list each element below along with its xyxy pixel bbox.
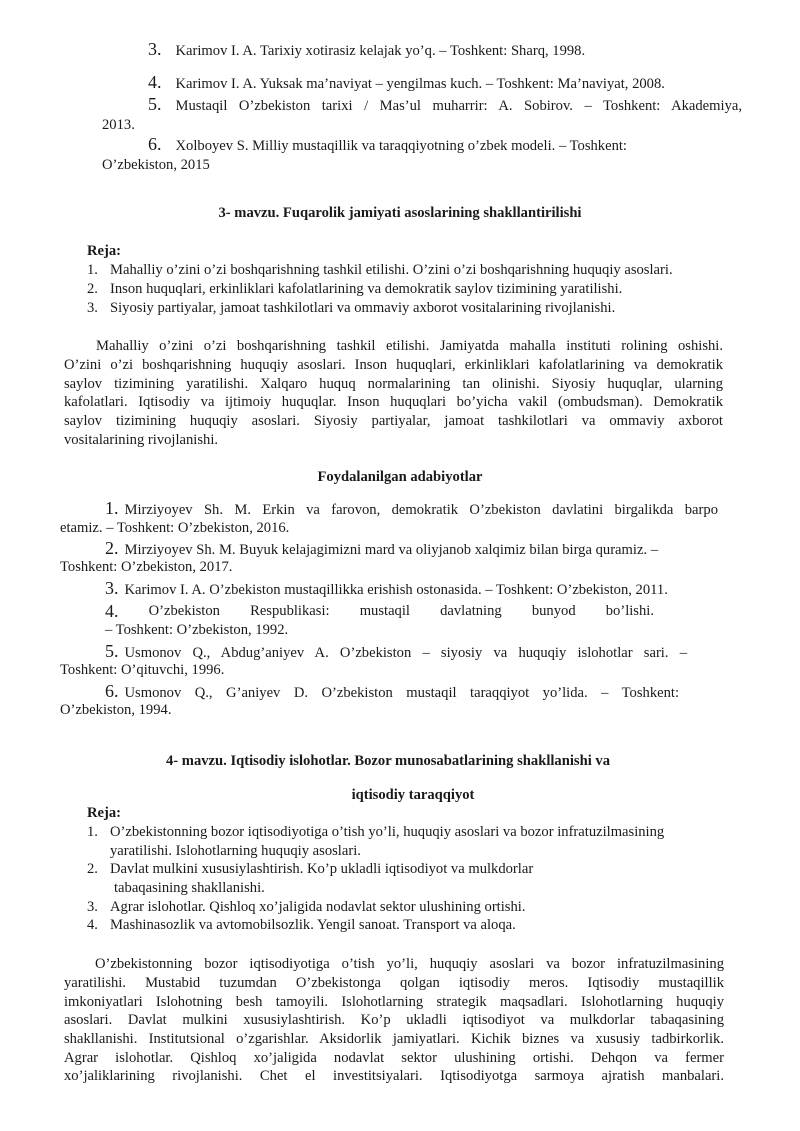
reference-number: 5. [105,641,119,661]
reference-text: Xolboyev S. Milliy mustaqillik va taraqqiyotning o’zbek modeli. – Toshkent: [175,138,627,154]
references-title: Foydalanilgan adabiyotlar [317,469,483,485]
plan-text: Agrar islohotlar. Qishloq xo’jaligida nodavlat sektor ulushining ortishi. [110,899,526,915]
reference-text: Mirziyoyev Sh. M. Erkin va farovon, demokratik O’zbekiston davlatini birgalikda barpo [124,502,718,518]
plan-item [87,261,673,279]
paragraph-line: imkoniyatlari Islohotning besh tamoyili. Islohotlarning strategik maqsadlari. Islohotlarning huquqiy [64,994,724,1010]
plan-number: 3. [87,899,98,915]
reference-text: Karimov I. A. Yuksak ma’naviyat – yengilmas kuch. – Toshkent: Ma’naviyat, 2008. [175,76,665,92]
paragraph-line: yaratilishi. Mustabid tuzumdan O’zbekistonga qolgan iqtisodiy meros. Iqtisodiy mustaqillik [64,975,724,991]
reference-number: 6. [148,134,162,154]
paragraph-line: O’zbekistonning bozor iqtisodiyotiga o’tish yo’li, huquqiy asoslari va bozor infratuzilmasining [95,956,724,972]
reference-text: Usmonov Q., G’aniyev D. O’zbekiston mustaqil taraqqiyot yo’lida. – Toshkent: [124,685,679,701]
plan-number: 3. [87,300,98,316]
plan-item [87,280,622,298]
reference-item [148,135,708,155]
plan-item [87,898,525,916]
reference-item [148,73,748,93]
topic-4-title: 4- mavzu. Iqtisodiy islohotlar. Bozor munosabatlarining shakllanishi va [166,753,610,769]
reference-continuation: 2013. [102,117,135,133]
plan-continuation: yaratilishi. Islohotlarning huquqiy asoslari. [110,843,361,859]
plan-item [87,299,615,317]
plan-text: O’zbekistonning bozor iqtisodiyotiga o’tish yo’li, huquqiy asoslari va bozor infratuzilmasining [110,824,665,840]
reference-item [148,95,742,115]
reference-item [105,602,654,620]
reference-text: Karimov I. A. O’zbekiston mustaqillikka erishish ostonasida. – Toshkent: O’zbekiston, 2011. [124,582,668,598]
reference-continuation: O’zbekiston, 1994. [60,702,172,718]
plan-item [87,860,533,878]
reference-word: mustaqil [359,603,410,619]
reference-number: 2. [105,538,119,558]
paragraph-line: shakllanishi. Institutsional o’zgarishlar. Aksidorlik jamiyatlari. Kichik biznes va xususiy tadbirkorlik. [64,1031,724,1047]
reference-number: 3. [148,39,162,59]
paragraph-line: saylov tizimining huquqiy asoslari. Siyosiy partiyalar, jamoat tashkilotlari va ommaviy axborot [64,413,723,429]
plan-number: 2. [87,281,98,297]
plan-number: 2. [87,861,98,877]
reference-continuation: Toshkent: O’qituvchi, 1996. [60,662,225,678]
reference-continuation: etamiz. – Toshkent: O’zbekiston, 2016. [60,520,290,536]
topic-3-plan-label: Reja: [87,243,122,259]
topic-4-plan-label: Reja: [87,805,122,821]
reference-word: Respublikasi: [250,603,330,619]
plan-text: Inson huquqlari, erkinliklari kafolatlarining va demokratik saylov tizimining yaratilishi. [110,281,623,297]
reference-item [105,682,679,702]
paragraph-line: xo’jaliklarining rivojlanishi. Chet el investitsiyalari. Iqtisodiyotga sarmoya ajratish manbalari. [64,1068,724,1084]
plan-number: 1. [87,824,98,840]
reference-number: 1. [105,498,119,518]
reference-item [105,642,687,662]
plan-text: Mahalliy o’zini o’zi boshqarishning tashkil etilishi. O’zini o’zi boshqarishning huquqiy asoslari. [110,262,673,278]
reference-item [105,499,718,519]
paragraph-line: Mahalliy o’zini o’zi boshqarishning tashkil etilishi. Jamiyatda mahalla instituti rolining oshishi. [96,338,723,354]
paragraph-line: O’zini o’zi boshqarishning huquqiy asoslari. Inson huquqlari, erkinliklari kafolatlarining va demokratik [64,357,723,373]
reference-text: Karimov I. A. Tarixiy xotirasiz kelajak yo’q. – Toshkent: Sharq, 1998. [175,43,586,59]
reference-continuation: – Toshkent: O’zbekiston, 1992. [105,622,289,638]
plan-number: 4. [87,917,98,933]
plan-text: Siyosiy partiyalar, jamoat tashkilotlari va ommaviy axborot vositalarining rivojlanishi. [110,300,616,316]
reference-word: O’zbekiston [148,603,220,619]
reference-text: Usmonov Q., Abdug’aniyev A. O’zbekiston – siyosiy va huquqiy islohotlar sari. – [124,645,687,661]
paragraph-line: vositalarining rivojlanishi. [64,432,219,448]
paragraph-line: Agrar islohotlar. Qishloq xo’jaligida nodavlat sektor ulushining ortishi. Dehqon va fermer [64,1050,724,1066]
topic-3-title: 3- mavzu. Fuqarolik jamiyati asoslarining shakllantirilishi [218,205,582,221]
plan-number: 1. [87,262,98,278]
reference-number: 3. [105,578,119,598]
plan-continuation: tabaqasining shakllanishi. [114,880,265,896]
topic-4-title-continuation: iqtisodiy taraqqiyot [351,787,475,803]
paragraph-line: kafolatlari. Iqtisodiy va ijtimoiy huquqlar. Inson huquqlari bo’yicha vakil (ombudsman). Demokratik [64,394,723,410]
reference-word: davlatning [440,603,502,619]
plan-text: Mashinasozlik va avtomobilsozlik. Yengil sanoat. Transport va aloqa. [110,917,516,933]
paragraph-line: saylov tizimining yaratilishi. Xalqaro huquq normalarining tan olinishi. Siyosiy huquqlar, ularning [64,376,723,392]
reference-item [105,579,668,599]
paragraph-line: asoslari. Davlat mulkini xususiylashtirish. Ko’p ukladli iqtisodiyot va mulkdorlar tabaqasining [64,1012,724,1028]
reference-text: Mustaqil O’zbekiston tarixi / Mas’ul muharrir: A. Sobirov. – Toshkent: Akademiya, [175,98,742,114]
plan-item [87,916,516,934]
reference-item [105,539,658,559]
reference-number: 4. [105,601,119,621]
reference-number: 6. [105,681,119,701]
reference-continuation: Toshkent: O’zbekiston, 2017. [60,559,233,575]
reference-number: 5. [148,94,162,114]
reference-word: bunyod [531,603,576,619]
reference-continuation: O’zbekiston, 2015 [102,157,210,173]
reference-number: 4. [148,72,162,92]
plan-item [87,823,664,841]
reference-item [148,40,748,60]
reference-text: Mirziyoyev Sh. M. Buyuk kelajagimizni mard va oliyjanob xalqimiz bilan birga quramiz. – [124,542,659,558]
plan-text: Davlat mulkini xususiylashtirish. Ko’p ukladli iqtisodiyot va mulkdorlar [110,861,534,877]
reference-word: bo’lishi. [605,603,654,619]
